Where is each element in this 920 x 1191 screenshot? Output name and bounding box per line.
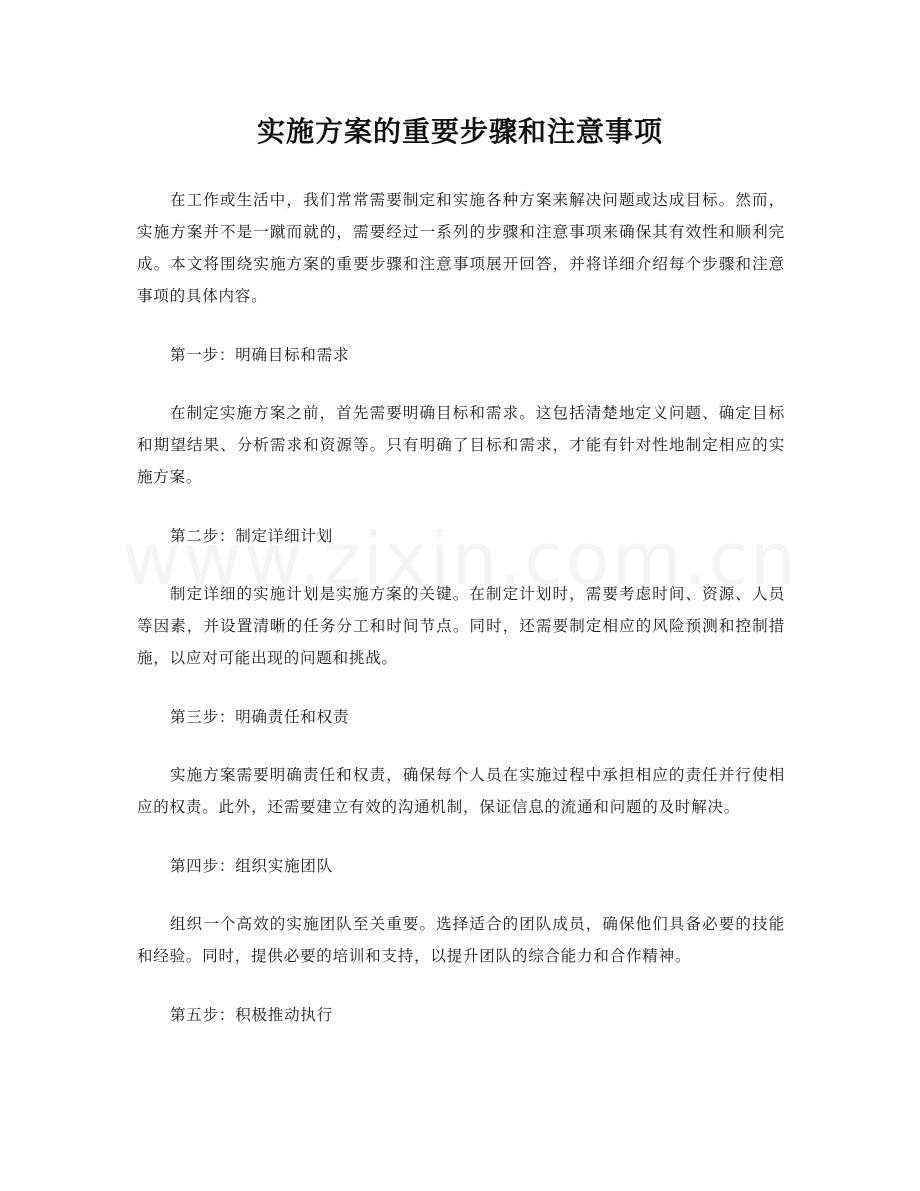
step-2-text: 制定详细的实施计划是实施方案的关键。在制定计划时，需要考虑时间、资源、人员等因素，并设置清晰的任务分工和时间节点。同时，还需要制定相应的风险预测和控制措施，以应对可能出现的问题和挑战。 bbox=[137, 585, 785, 667]
step-1-text: 在制定实施方案之前，首先需要明确目标和需求。这包括清楚地定义问题、确定目标和期望结果、分析需求和资源等。只有明确了目标和需求，才能有针对性地制定相应的实施方案。 bbox=[137, 404, 785, 486]
step-3-text: 实施方案需要明确责任和权责，确保每个人员在实施过程中承担相应的责任并行使相应的权责。此外，还需要建立有效的沟通机制，保证信息的流通和问题的及时解决。 bbox=[137, 766, 785, 816]
step-3-heading: 第三步：明确责任和权责 bbox=[170, 708, 350, 726]
step-2-heading: 第二步：制定详细计划 bbox=[170, 527, 334, 545]
step-4-heading: 第四步：组织实施团队 bbox=[170, 857, 334, 875]
step-4-text: 组织一个高效的实施团队至关重要。选择适合的团队成员，确保他们具备必要的技能和经验。同时，提供必要的培训和支持，以提升团队的综合能力和合作精神。 bbox=[137, 915, 785, 965]
document-title: 实施方案的重要步骤和注意事项 bbox=[256, 115, 663, 148]
intro-paragraph: 在工作或生活中，我们常常需要制定和实施各种方案来解决问题或达成目标。然而，实施方案并不是一蹴而就的，需要经过一系列的步骤和注意事项来确保其有效性和顺利完成。本文将围绕实施方案的重要步骤和注意事项展开回答，并将详细介绍每个步骤和注意事项的具体内容。 bbox=[137, 191, 785, 305]
document-body bbox=[137, 184, 785, 1057]
step-1-heading: 第一步：明确目标和需求 bbox=[170, 346, 350, 364]
step-5-heading: 第五步：积极推动执行 bbox=[170, 1006, 334, 1024]
